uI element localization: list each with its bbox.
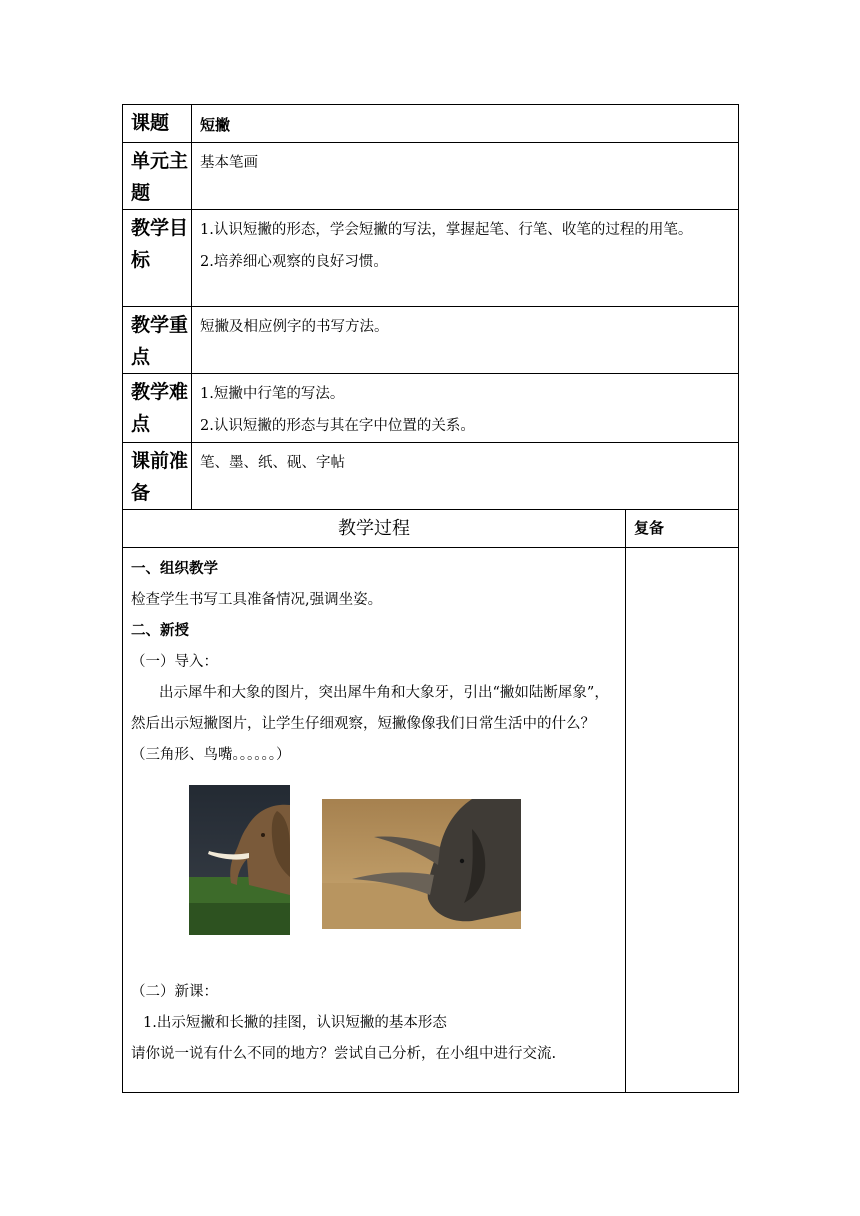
rhino-photo bbox=[322, 799, 521, 929]
review-column bbox=[626, 548, 739, 1093]
elephant-photo bbox=[189, 785, 290, 935]
lesson-plan-table bbox=[122, 104, 739, 1093]
row-key-points bbox=[123, 307, 739, 374]
row-topic bbox=[123, 105, 739, 143]
label-difficulties: 教学难点 bbox=[123, 374, 192, 443]
row-process-body bbox=[123, 548, 739, 1093]
section-organize-text: 检查学生书写工具准备情况,强调坐姿。 bbox=[131, 592, 383, 608]
content-preparation: 笔、墨、纸、砚、字帖 bbox=[192, 443, 739, 510]
lesson-plan-page bbox=[122, 104, 738, 1093]
subsection-intro-title: （一）导入： bbox=[131, 654, 218, 670]
review-header: 复备 bbox=[626, 510, 739, 548]
row-difficulties bbox=[123, 374, 739, 443]
process-header: 教学过程 bbox=[123, 510, 626, 548]
label-preparation: 课前准备 bbox=[123, 443, 192, 510]
row-preparation bbox=[123, 443, 739, 510]
label-unit: 单元主题 bbox=[123, 143, 192, 210]
content-objectives: 1.认识短撇的形态，学会短撇的写法，掌握起笔、行笔、收笔的过程的用笔。 2.培养细心观察的良好习惯。 bbox=[192, 210, 739, 307]
animal-pictures bbox=[131, 777, 619, 977]
section-organize-title: 一、组织教学 bbox=[131, 561, 218, 577]
label-key-points: 教学重点 bbox=[123, 307, 192, 374]
row-objectives bbox=[123, 210, 739, 307]
label-topic: 课题 bbox=[123, 105, 192, 143]
section-new-title: 二、新授 bbox=[131, 623, 189, 639]
content-topic: 短撇 bbox=[192, 105, 739, 143]
newlesson-item-1-text: 请你说一说有什么不同的地方？尝试自己分析，在小组中进行交流. bbox=[131, 1046, 557, 1062]
row-process-header bbox=[123, 510, 739, 548]
process-body bbox=[123, 548, 626, 1093]
intro-paragraph: 出示犀牛和大象的图片，突出犀牛角和大象牙，引出“撇如陆断犀象”，然后出示短撇图片，让学生仔细观察，短撇像像我们日常生活中的什么？（三角形、鸟嘴。。。。。。） bbox=[131, 685, 609, 763]
content-difficulties: 1.短撇中行笔的写法。 2.认识短撇的形态与其在字中位置的关系。 bbox=[192, 374, 739, 443]
newlesson-item-1: 1.出示短撇和长撇的挂图，认识短撇的基本形态 bbox=[143, 1015, 447, 1031]
content-key-points: 短撇及相应例字的书写方法。 bbox=[192, 307, 739, 374]
subsection-newlesson-title: （二）新课： bbox=[131, 984, 218, 1000]
label-objectives: 教学目标 bbox=[123, 210, 192, 307]
content-unit: 基本笔画 bbox=[192, 143, 739, 210]
row-unit bbox=[123, 143, 739, 210]
